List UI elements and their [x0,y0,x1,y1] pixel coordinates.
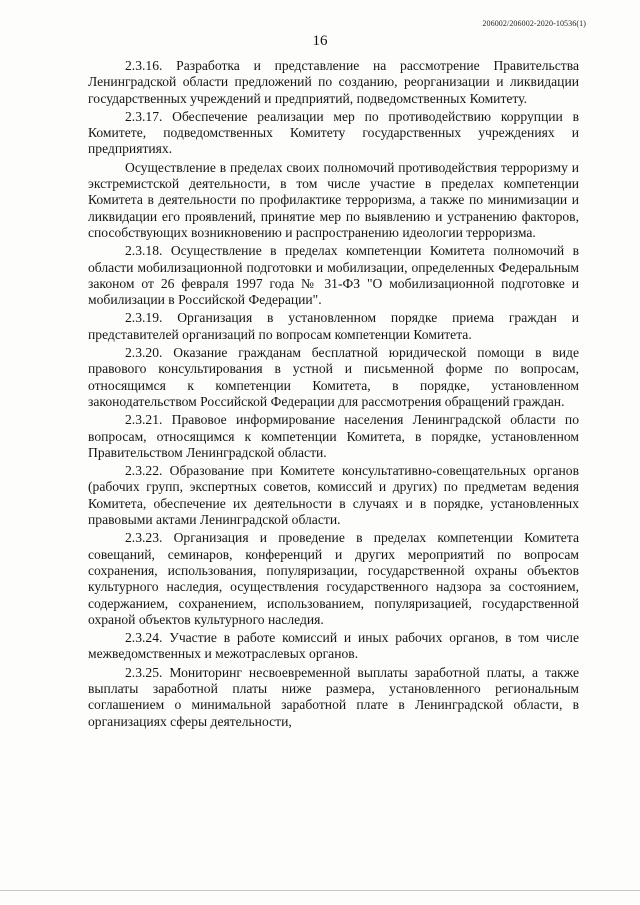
document-body [88,58,579,732]
paragraph-counter-terrorism: Осуществление в пределах своих полномочий противодействия терроризму и экстремистской деятельности, в том числе участие в пределах компетенции Комитета в деятельности по профилактике терроризма, а также по минимизации и ликвидации его проявлений, принятие мер по выявлению и устранению факторов, способствующих возникновению и распространению идеологии терроризма. [88,159,579,240]
paragraph-2-3-23: 2.3.23. Организация и проведение в пределах компетенции Комитета совещаний, семинаров, конференций и других мероприятий по вопросам сохранения, использования, популяризации, государственной охраны объектов культурного наследия, осуществления государственного надзора за состоянием, содержанием, сохранением, использованием, популяризацией, государственной охраной объектов культурного наследия. [88,530,579,627]
paragraph-2-3-16: 2.3.16. Разработка и представление на рассмотрение Правительства Ленинградской области предложений по созданию, реорганизации и ликвидации государственных учреждений и предприятий, подведомственных Комитету. [88,58,579,106]
paragraph-2-3-18: 2.3.18. Осуществление в пределах компетенции Комитета полномочий в области мобилизационной подготовки и мобилизации, определенных Федеральным законом от 26 февраля 1997 года № 31-ФЗ "О мобилизационной подготовке и мобилизации в Российской Федерации". [88,243,579,308]
document-code: 206002/206002-2020-10536(1) [482,19,586,28]
paragraph-2-3-24: 2.3.24. Участие в работе комиссий и иных рабочих органов, в том числе межведомственных и межотраслевых органов. [88,630,579,662]
paragraph-2-3-21: 2.3.21. Правовое информирование населения Ленинградской области по вопросам, относящимся к компетенции Комитета, в порядке, установленном Правительством Ленинградской области. [88,412,579,460]
paragraph-2-3-19: 2.3.19. Организация в установленном порядке приема граждан и представителей организаций по вопросам компетенции Комитета. [88,310,579,342]
scan-edge-line [0,890,640,891]
paragraph-2-3-20: 2.3.20. Оказание гражданам бесплатной юридической помощи в виде правового консультирования в устной и письменной форме по вопросам, относящимся к компетенции Комитета, в порядке, установленном законодательством Российской Федерации для рассмотрения обращений граждан. [88,345,579,409]
paragraph-2-3-17: 2.3.17. Обеспечение реализации мер по противодействию коррупции в Комитете, подведомственных Комитету государственных учреждениях и предприятиях. [88,108,579,157]
paragraph-2-3-25: 2.3.25. Мониторинг несвоевременной выплаты заработной платы, а также выплаты заработной платы ниже размера, установленного региональным соглашением о минимальной заработной плате в Ленинградской области, в организациях сферы деятельности, [88,664,579,729]
page-number: 16 [312,33,328,49]
paragraph-2-3-22: 2.3.22. Образование при Комитете консультативно-совещательных органов (рабочих групп, экспертных советов, комиссий и других) по предметам ведения Комитета, обеспечение их деятельности в случаях и в порядке, установленных правовыми актами Ленинградской области. [88,463,579,528]
